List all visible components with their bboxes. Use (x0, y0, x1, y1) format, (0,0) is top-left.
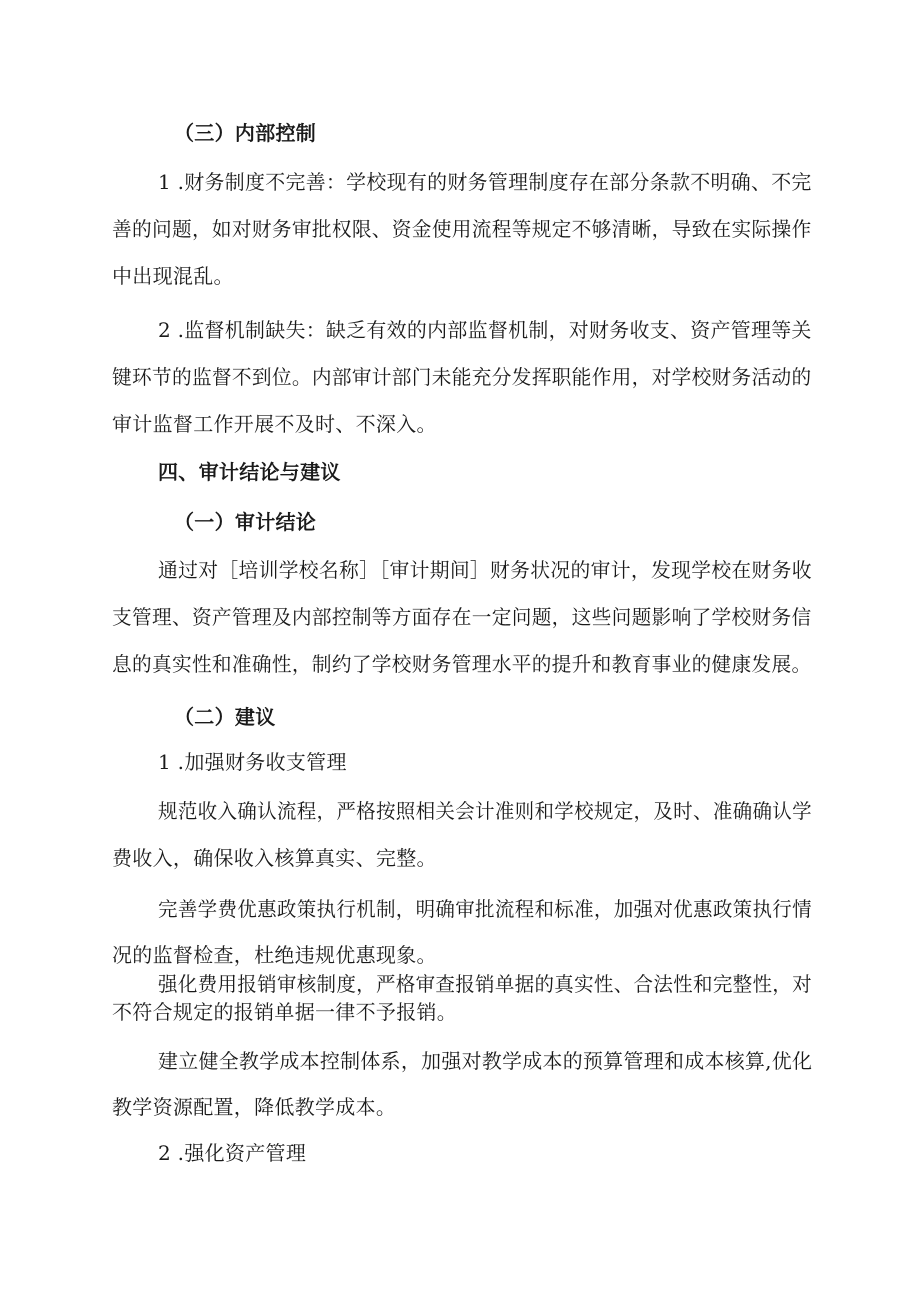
paragraph-line: 完善学费优惠政策执行机制，明确审批流程和标准，加强对优惠政策执行情 (158, 897, 812, 921)
heading-section-4: 四、审计结论与建议 (158, 460, 341, 484)
paragraph-line: 善的问题，如对财务审批权限、资金使用流程等规定不够清晰，导致在实际操作 (112, 217, 812, 241)
paragraph-line: 审计监督工作开展不及时、不深入。 (112, 412, 437, 436)
paragraph-line: 规范收入确认流程，严格按照相关会计准则和学校规定，及时、准确确认学 (158, 799, 812, 823)
heading-internal-control: （三）内部控制 (174, 121, 317, 145)
paragraph-line: 2 .监督机制缺失：缺乏有效的内部监督机制，对财务收支、资产管理等关 (158, 318, 812, 342)
paragraph-line: 教学资源配置，降低教学成本。 (112, 1095, 397, 1119)
paragraph-line: 中出现混乱。 (112, 264, 234, 288)
paragraph-line: 支管理、资产管理及内部控制等方面存在一定问题，这些问题影响了学校财务信 (112, 605, 812, 629)
list-item-title: 2 .强化资产管理 (158, 1141, 307, 1165)
paragraph-line: 息的真实性和准确性，制约了学校财务管理水平的提升和教育事业的健康发展。 (112, 652, 812, 676)
paragraph-line: 键环节的监督不到位。内部审计部门未能充分发挥职能作用，对学校财务活动的 (112, 365, 812, 389)
paragraph-line: 1 .财务制度不完善：学校现有的财务管理制度存在部分条款不明确、不完 (158, 170, 812, 194)
heading-audit-conclusion: （一）审计结论 (174, 510, 317, 534)
paragraph-line: 强化费用报销审核制度，严格审查报销单据的真实性、合法性和完整性，对 (158, 972, 812, 996)
paragraph-line: 建立健全教学成本控制体系，加强对教学成本的预算管理和成本核算,优化 (158, 1049, 813, 1073)
paragraph-line: 费收入，确保收入核算真实、完整。 (112, 846, 437, 870)
list-item-title: 1 .加强财务收支管理 (158, 750, 347, 774)
paragraph-line: 况的监督检查，杜绝违规优惠现象。 (112, 943, 437, 967)
paragraph-line: 通过对［培训学校名称］［审计期间］财务状况的审计，发现学校在财务收 (158, 558, 812, 582)
heading-suggestions: （二）建议 (174, 705, 276, 729)
paragraph-line: 不符合规定的报销单据一律不予报销。 (112, 1000, 458, 1024)
